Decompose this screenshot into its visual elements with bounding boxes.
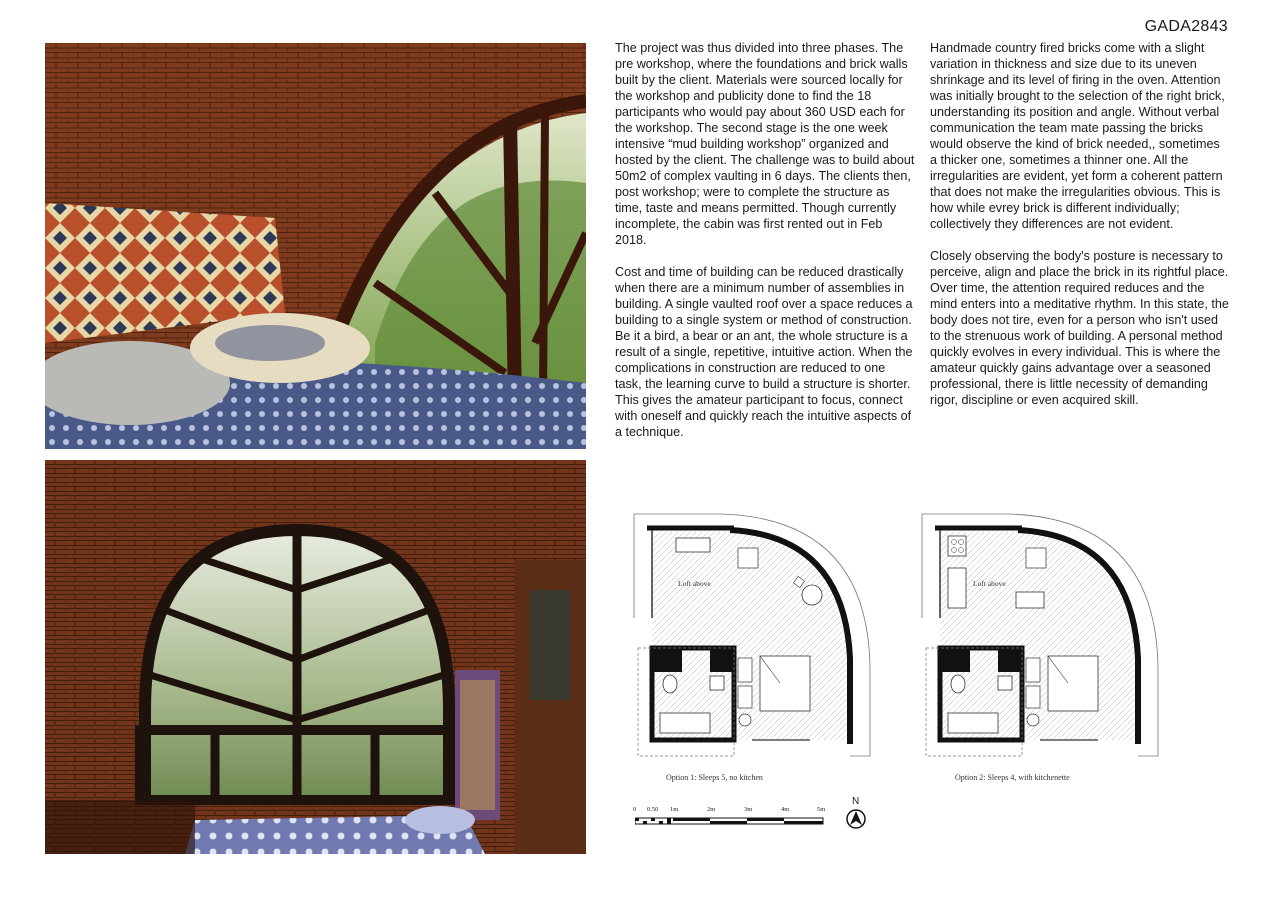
photo-arched-window-interior [45,460,586,854]
text-column-left [615,40,915,456]
scale-label-4m: 4m [781,806,790,813]
scale-label-050: 0.50 [647,806,659,813]
north-arrow-icon [845,796,867,830]
scale-label-2m: 2m [707,806,716,813]
paragraph-cost-time: Cost and time of building can be reduced drastically when there are a minimum number of assemblies in building. A single vaulted roof over a space reduces a building to a single system or method of construction. Be it a bird, a bear or an ant, the whole structure is a result of a single, repetitive, intuitive action. When the complications in construction are reduced to one task, the learning curve to build a structure is shorter. This gives the amateur participant to focus, connect with oneself and quickly reach the intuitive aspects of a technique. [615,265,913,439]
north-label: N [852,796,860,807]
project-code: GADA2843 [1144,18,1228,35]
floor-plan-option-2 [918,508,1163,760]
paragraph-phases: The project was thus divided into three phases. The pre workshop, where the foundations and brick walls built by the client. Materials were sourced locally for the workshop and publicity done to find the 18 participants who would pay about 360 USD each for the workshop. The second stage is the one week intensive “mud building workshop” organized and hosted by the client. The challenge was to build about 50m2 of complex vaulting in 6 days. The clients then, post workshop; were to complete the structure as time, taste and means permitted. Though currently incomplete, the cabin was first rented out in Feb 2018. [615,41,915,247]
loft-label-1: Loft above [678,579,711,588]
scale-label-1m: 1m [670,806,679,813]
loft-label-2: Loft above [973,579,1006,588]
scale-label-0: 0 [633,806,637,813]
photo-vault-bed-window [45,43,586,449]
scale-label-5m: 5m [817,806,826,813]
floor-plan-option-1 [630,508,875,760]
plan-caption-2: Option 2: Sleeps 4, with kitchenette [955,773,1070,782]
text-column-right [930,40,1230,424]
scale-bar [633,806,833,832]
scale-label-3m: 3m [744,806,753,813]
paragraph-posture: Closely observing the body's posture is necessary to perceive, align and place the brick in its rightful place. Over time, the attention required reduces and the mind enters into a meditative rhythm. In this state, the body does not tire, even for a person who isn't used to the strenuous work of building. A personal method quickly evolves in every individual. This is where the amateur quickly gains advantage over a seasoned professional, there is little necessity of demanding rigor, discipline or even acquired skill. [930,249,1229,407]
plan-caption-1: Option 1: Sleeps 5, no kitchen [666,773,763,782]
paragraph-bricks: Handmade country fired bricks come with a slight variation in thickness and size due to its uneven shrinkage and its level of firing in the oven. Attention was initially brought to the selection of the right brick, understanding its position and angle. Without verbal communication the team mate passing the bricks would observe the kind of brick needed,, sometimes a thicker one, sometimes a thinner one. All the irregularities are evident, yet form a coherent pattern that does not make the irregularities obvious. This is how while evrey brick is different individually; collectively they differences are not evident. [930,41,1225,231]
